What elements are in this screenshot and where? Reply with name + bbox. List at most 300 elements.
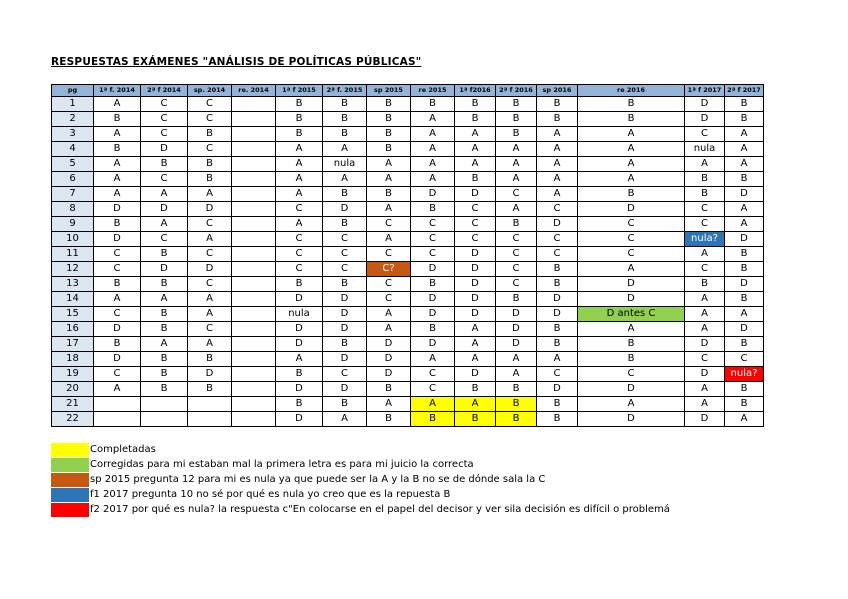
answer-cell[interactable]: D bbox=[455, 187, 496, 202]
answer-cell[interactable]: D bbox=[94, 232, 141, 247]
answer-cell[interactable]: D bbox=[578, 277, 685, 292]
answer-cell[interactable]: A bbox=[323, 412, 367, 427]
answer-cell[interactable]: C bbox=[141, 112, 188, 127]
answer-cell[interactable]: A bbox=[94, 172, 141, 187]
answer-cell[interactable]: B bbox=[455, 382, 496, 397]
answer-cell[interactable]: C bbox=[323, 262, 367, 277]
answer-cell[interactable]: B bbox=[537, 112, 578, 127]
answer-cell[interactable]: B bbox=[367, 187, 411, 202]
question-number-cell[interactable]: 21 bbox=[52, 397, 94, 412]
answer-cell[interactable]: B bbox=[276, 127, 323, 142]
answer-cell[interactable]: A bbox=[725, 127, 764, 142]
answer-cell[interactable]: A bbox=[578, 127, 685, 142]
answer-cell[interactable]: A bbox=[725, 412, 764, 427]
answer-cell[interactable]: B bbox=[411, 412, 455, 427]
answer-cell[interactable]: D bbox=[725, 277, 764, 292]
answer-cell[interactable]: B bbox=[578, 337, 685, 352]
answer-cell[interactable]: A bbox=[496, 172, 537, 187]
answer-cell[interactable]: D bbox=[276, 292, 323, 307]
answer-cell[interactable]: C bbox=[578, 367, 685, 382]
answer-cell[interactable]: B bbox=[323, 112, 367, 127]
answer-cell[interactable]: C bbox=[455, 217, 496, 232]
answer-cell[interactable]: A bbox=[578, 322, 685, 337]
answer-cell[interactable]: B bbox=[537, 97, 578, 112]
answer-cell[interactable]: A bbox=[141, 337, 188, 352]
answer-cell[interactable]: A bbox=[94, 97, 141, 112]
question-number-cell[interactable]: 15 bbox=[52, 307, 94, 322]
answer-cell[interactable]: B bbox=[411, 202, 455, 217]
answer-cell[interactable]: D bbox=[578, 202, 685, 217]
answer-cell[interactable]: A bbox=[367, 232, 411, 247]
answer-cell[interactable]: C bbox=[685, 352, 725, 367]
answer-cell[interactable]: D bbox=[94, 352, 141, 367]
answer-cell[interactable]: B bbox=[496, 127, 537, 142]
answer-cell[interactable]: C bbox=[537, 247, 578, 262]
answer-cell[interactable] bbox=[94, 412, 141, 427]
answer-cell[interactable]: B bbox=[94, 277, 141, 292]
answer-cell[interactable]: D bbox=[141, 142, 188, 157]
answer-cell[interactable] bbox=[232, 127, 276, 142]
answer-cell[interactable]: C bbox=[496, 187, 537, 202]
answer-cell[interactable]: A bbox=[496, 157, 537, 172]
answer-cell[interactable]: B bbox=[496, 382, 537, 397]
answer-cell[interactable]: D bbox=[537, 217, 578, 232]
answer-cell[interactable]: A bbox=[411, 172, 455, 187]
answer-cell[interactable]: A bbox=[367, 322, 411, 337]
answer-cell[interactable]: C bbox=[411, 367, 455, 382]
answer-cell[interactable]: D antes C bbox=[578, 307, 685, 322]
answer-cell[interactable]: nula bbox=[323, 157, 367, 172]
answer-cell[interactable]: B bbox=[537, 337, 578, 352]
answer-cell[interactable]: C bbox=[455, 202, 496, 217]
answer-cell[interactable]: A bbox=[323, 142, 367, 157]
answer-cell[interactable]: B bbox=[94, 142, 141, 157]
answer-cell[interactable]: B bbox=[685, 277, 725, 292]
answer-cell[interactable]: A bbox=[367, 202, 411, 217]
answer-cell[interactable] bbox=[232, 262, 276, 277]
answer-cell[interactable]: A bbox=[725, 157, 764, 172]
answer-cell[interactable]: A bbox=[537, 187, 578, 202]
answer-cell[interactable]: A bbox=[188, 307, 232, 322]
answer-cell[interactable]: A bbox=[411, 142, 455, 157]
answer-cell[interactable]: A bbox=[411, 352, 455, 367]
answer-cell[interactable]: C bbox=[188, 112, 232, 127]
answer-cell[interactable] bbox=[94, 397, 141, 412]
answer-cell[interactable]: D bbox=[276, 382, 323, 397]
answer-cell[interactable]: A bbox=[578, 157, 685, 172]
answer-cell[interactable]: B bbox=[141, 307, 188, 322]
answer-cell[interactable]: B bbox=[188, 352, 232, 367]
answer-cell[interactable]: D bbox=[94, 322, 141, 337]
answer-cell[interactable]: D bbox=[455, 262, 496, 277]
answer-cell[interactable]: B bbox=[141, 322, 188, 337]
answer-cell[interactable]: B bbox=[578, 97, 685, 112]
answer-cell[interactable]: C bbox=[188, 277, 232, 292]
answer-cell[interactable]: B bbox=[141, 277, 188, 292]
answer-cell[interactable]: A bbox=[725, 217, 764, 232]
answer-cell[interactable]: C bbox=[685, 262, 725, 277]
answer-cell[interactable]: B bbox=[496, 412, 537, 427]
answer-cell[interactable]: B bbox=[725, 292, 764, 307]
question-number-cell[interactable]: 3 bbox=[52, 127, 94, 142]
answer-cell[interactable]: A bbox=[94, 382, 141, 397]
answer-cell[interactable]: A bbox=[323, 172, 367, 187]
answer-cell[interactable]: B bbox=[323, 277, 367, 292]
answer-cell[interactable]: D bbox=[367, 337, 411, 352]
answer-cell[interactable]: C bbox=[323, 367, 367, 382]
answer-cell[interactable]: A bbox=[725, 202, 764, 217]
answer-cell[interactable] bbox=[232, 112, 276, 127]
answer-cell[interactable]: A bbox=[276, 217, 323, 232]
answer-cell[interactable]: C bbox=[578, 217, 685, 232]
answer-cell[interactable]: D bbox=[323, 382, 367, 397]
answer-cell[interactable]: B bbox=[496, 397, 537, 412]
answer-cell[interactable]: C bbox=[276, 202, 323, 217]
answer-cell[interactable]: C bbox=[141, 127, 188, 142]
answer-cell[interactable]: B bbox=[141, 382, 188, 397]
answer-cell[interactable]: B bbox=[367, 142, 411, 157]
answer-cell[interactable] bbox=[232, 322, 276, 337]
answer-cell[interactable]: B bbox=[367, 382, 411, 397]
answer-cell[interactable]: D bbox=[455, 247, 496, 262]
answer-cell[interactable]: D bbox=[496, 337, 537, 352]
answer-cell[interactable]: A bbox=[685, 322, 725, 337]
answer-cell[interactable]: B bbox=[367, 412, 411, 427]
answer-cell[interactable]: B bbox=[276, 397, 323, 412]
answer-cell[interactable]: A bbox=[188, 187, 232, 202]
answer-cell[interactable] bbox=[232, 397, 276, 412]
answer-cell[interactable]: A bbox=[276, 352, 323, 367]
answer-cell[interactable]: B bbox=[578, 352, 685, 367]
answer-cell[interactable]: A bbox=[725, 142, 764, 157]
answer-cell[interactable]: A bbox=[685, 397, 725, 412]
answer-cell[interactable]: B bbox=[411, 97, 455, 112]
answer-cell[interactable]: C bbox=[94, 247, 141, 262]
question-number-cell[interactable]: 5 bbox=[52, 157, 94, 172]
question-number-cell[interactable]: 12 bbox=[52, 262, 94, 277]
answer-cell[interactable]: C bbox=[411, 247, 455, 262]
answer-cell[interactable]: D bbox=[685, 112, 725, 127]
answer-cell[interactable]: C bbox=[685, 127, 725, 142]
answer-cell[interactable]: C bbox=[537, 232, 578, 247]
answer-cell[interactable]: D bbox=[455, 292, 496, 307]
answer-cell[interactable]: B bbox=[578, 112, 685, 127]
answer-cell[interactable]: B bbox=[276, 277, 323, 292]
question-number-cell[interactable]: 2 bbox=[52, 112, 94, 127]
answer-cell[interactable]: C bbox=[367, 292, 411, 307]
answer-cell[interactable]: B bbox=[188, 172, 232, 187]
answer-cell[interactable] bbox=[188, 412, 232, 427]
answer-cell[interactable] bbox=[141, 412, 188, 427]
answer-cell[interactable]: A bbox=[455, 127, 496, 142]
answer-cell[interactable]: A bbox=[367, 307, 411, 322]
answer-cell[interactable]: C bbox=[141, 232, 188, 247]
answer-cell[interactable]: D bbox=[276, 412, 323, 427]
answer-cell[interactable]: B bbox=[725, 112, 764, 127]
answer-cell[interactable]: C? bbox=[367, 262, 411, 277]
answer-cell[interactable]: C bbox=[94, 307, 141, 322]
answer-cell[interactable]: A bbox=[141, 217, 188, 232]
answer-cell[interactable]: A bbox=[578, 172, 685, 187]
answer-cell[interactable]: C bbox=[496, 232, 537, 247]
answer-cell[interactable]: B bbox=[455, 172, 496, 187]
answer-cell[interactable] bbox=[141, 397, 188, 412]
answer-cell[interactable]: B bbox=[411, 277, 455, 292]
answer-cell[interactable]: C bbox=[323, 232, 367, 247]
answer-cell[interactable]: B bbox=[455, 412, 496, 427]
answer-cell[interactable]: A bbox=[685, 382, 725, 397]
answer-cell[interactable]: B bbox=[537, 412, 578, 427]
question-number-cell[interactable]: 22 bbox=[52, 412, 94, 427]
answer-cell[interactable]: B bbox=[367, 112, 411, 127]
answer-cell[interactable]: B bbox=[188, 382, 232, 397]
answer-cell[interactable]: C bbox=[276, 232, 323, 247]
answer-cell[interactable]: D bbox=[496, 322, 537, 337]
answer-cell[interactable]: nula bbox=[276, 307, 323, 322]
answer-cell[interactable] bbox=[232, 142, 276, 157]
answer-cell[interactable]: A bbox=[455, 352, 496, 367]
answer-cell[interactable]: C bbox=[496, 277, 537, 292]
answer-cell[interactable]: A bbox=[537, 157, 578, 172]
answer-cell[interactable] bbox=[232, 307, 276, 322]
question-number-cell[interactable]: 10 bbox=[52, 232, 94, 247]
answer-cell[interactable]: D bbox=[537, 382, 578, 397]
answer-cell[interactable]: A bbox=[94, 292, 141, 307]
answer-cell[interactable]: B bbox=[725, 97, 764, 112]
answer-cell[interactable]: C bbox=[496, 247, 537, 262]
answer-cell[interactable] bbox=[232, 232, 276, 247]
answer-cell[interactable]: B bbox=[188, 127, 232, 142]
answer-cell[interactable]: D bbox=[496, 307, 537, 322]
answer-cell[interactable]: D bbox=[323, 322, 367, 337]
answer-cell[interactable] bbox=[232, 217, 276, 232]
question-number-cell[interactable]: 1 bbox=[52, 97, 94, 112]
answer-cell[interactable]: B bbox=[323, 127, 367, 142]
answer-cell[interactable]: A bbox=[411, 112, 455, 127]
answer-cell[interactable]: D bbox=[455, 367, 496, 382]
answer-cell[interactable]: B bbox=[496, 112, 537, 127]
answer-cell[interactable]: D bbox=[537, 292, 578, 307]
answer-cell[interactable]: A bbox=[537, 142, 578, 157]
answer-cell[interactable]: A bbox=[578, 142, 685, 157]
answer-cell[interactable]: B bbox=[578, 187, 685, 202]
answer-cell[interactable]: A bbox=[188, 232, 232, 247]
answer-cell[interactable]: B bbox=[537, 262, 578, 277]
answer-cell[interactable]: D bbox=[276, 337, 323, 352]
answer-cell[interactable]: B bbox=[323, 97, 367, 112]
answer-cell[interactable]: A bbox=[141, 292, 188, 307]
question-number-cell[interactable]: 4 bbox=[52, 142, 94, 157]
answer-cell[interactable] bbox=[232, 97, 276, 112]
answer-cell[interactable]: B bbox=[725, 397, 764, 412]
answer-cell[interactable]: nula? bbox=[725, 367, 764, 382]
answer-cell[interactable] bbox=[232, 277, 276, 292]
answer-cell[interactable]: C bbox=[188, 97, 232, 112]
answer-cell[interactable]: B bbox=[188, 157, 232, 172]
answer-cell[interactable]: D bbox=[685, 412, 725, 427]
answer-cell[interactable]: B bbox=[276, 367, 323, 382]
answer-cell[interactable]: D bbox=[725, 232, 764, 247]
answer-cell[interactable]: C bbox=[367, 247, 411, 262]
answer-cell[interactable]: A bbox=[276, 142, 323, 157]
answer-cell[interactable]: C bbox=[411, 232, 455, 247]
answer-cell[interactable]: B bbox=[496, 97, 537, 112]
answer-cell[interactable]: B bbox=[141, 247, 188, 262]
answer-cell[interactable]: D bbox=[367, 367, 411, 382]
answer-cell[interactable]: D bbox=[323, 307, 367, 322]
answer-cell[interactable]: C bbox=[94, 367, 141, 382]
answer-cell[interactable]: C bbox=[496, 262, 537, 277]
answer-cell[interactable]: D bbox=[685, 367, 725, 382]
answer-cell[interactable]: D bbox=[141, 202, 188, 217]
answer-cell[interactable]: B bbox=[323, 217, 367, 232]
answer-cell[interactable]: D bbox=[685, 97, 725, 112]
answer-cell[interactable]: B bbox=[537, 322, 578, 337]
answer-cell[interactable]: C bbox=[141, 172, 188, 187]
answer-cell[interactable]: A bbox=[537, 172, 578, 187]
answer-cell[interactable]: A bbox=[496, 367, 537, 382]
answer-cell[interactable]: C bbox=[725, 352, 764, 367]
answer-cell[interactable]: A bbox=[725, 307, 764, 322]
answer-cell[interactable]: C bbox=[94, 262, 141, 277]
answer-cell[interactable]: A bbox=[94, 187, 141, 202]
answer-cell[interactable]: A bbox=[537, 127, 578, 142]
answer-cell[interactable]: B bbox=[94, 112, 141, 127]
answer-cell[interactable]: A bbox=[455, 322, 496, 337]
answer-cell[interactable]: A bbox=[455, 337, 496, 352]
answer-cell[interactable]: A bbox=[367, 397, 411, 412]
answer-cell[interactable]: C bbox=[188, 217, 232, 232]
answer-cell[interactable]: A bbox=[496, 142, 537, 157]
answer-cell[interactable]: C bbox=[367, 277, 411, 292]
answer-cell[interactable]: D bbox=[141, 262, 188, 277]
answer-cell[interactable]: D bbox=[455, 277, 496, 292]
question-number-cell[interactable]: 7 bbox=[52, 187, 94, 202]
question-number-cell[interactable]: 6 bbox=[52, 172, 94, 187]
answer-cell[interactable]: B bbox=[367, 127, 411, 142]
answer-cell[interactable] bbox=[232, 202, 276, 217]
answer-cell[interactable]: A bbox=[537, 352, 578, 367]
question-number-cell[interactable]: 14 bbox=[52, 292, 94, 307]
answer-cell[interactable]: B bbox=[537, 397, 578, 412]
answer-cell[interactable] bbox=[232, 172, 276, 187]
answer-cell[interactable]: C bbox=[537, 202, 578, 217]
answer-cell[interactable]: B bbox=[141, 352, 188, 367]
answer-cell[interactable]: D bbox=[411, 187, 455, 202]
answer-cell[interactable]: D bbox=[685, 337, 725, 352]
answer-cell[interactable]: D bbox=[537, 307, 578, 322]
answer-cell[interactable]: A bbox=[496, 202, 537, 217]
answer-cell[interactable]: D bbox=[188, 262, 232, 277]
answer-cell[interactable]: B bbox=[411, 322, 455, 337]
answer-cell[interactable]: B bbox=[323, 397, 367, 412]
answer-cell[interactable]: D bbox=[188, 202, 232, 217]
answer-cell[interactable]: D bbox=[411, 292, 455, 307]
answer-cell[interactable]: D bbox=[94, 202, 141, 217]
answer-cell[interactable]: A bbox=[367, 172, 411, 187]
answer-cell[interactable]: D bbox=[411, 262, 455, 277]
answer-cell[interactable]: D bbox=[411, 307, 455, 322]
answer-cell[interactable]: A bbox=[276, 157, 323, 172]
answer-cell[interactable]: A bbox=[188, 337, 232, 352]
answer-cell[interactable]: A bbox=[455, 142, 496, 157]
answer-cell[interactable]: A bbox=[496, 352, 537, 367]
answer-cell[interactable]: A bbox=[685, 307, 725, 322]
answer-cell[interactable]: B bbox=[685, 187, 725, 202]
answer-cell[interactable]: C bbox=[685, 202, 725, 217]
question-number-cell[interactable]: 9 bbox=[52, 217, 94, 232]
answer-cell[interactable]: C bbox=[411, 382, 455, 397]
answer-cell[interactable] bbox=[232, 187, 276, 202]
question-number-cell[interactable]: 20 bbox=[52, 382, 94, 397]
answer-cell[interactable]: D bbox=[578, 382, 685, 397]
answer-cell[interactable] bbox=[232, 247, 276, 262]
answer-cell[interactable]: A bbox=[685, 157, 725, 172]
answer-cell[interactable]: C bbox=[367, 217, 411, 232]
answer-cell[interactable]: A bbox=[276, 187, 323, 202]
question-number-cell[interactable]: 11 bbox=[52, 247, 94, 262]
answer-cell[interactable]: C bbox=[537, 367, 578, 382]
answer-cell[interactable]: B bbox=[496, 292, 537, 307]
answer-cell[interactable]: B bbox=[725, 262, 764, 277]
answer-cell[interactable] bbox=[232, 367, 276, 382]
answer-cell[interactable] bbox=[232, 412, 276, 427]
answer-cell[interactable] bbox=[232, 337, 276, 352]
answer-cell[interactable]: B bbox=[725, 247, 764, 262]
question-number-cell[interactable]: 13 bbox=[52, 277, 94, 292]
answer-cell[interactable]: A bbox=[685, 247, 725, 262]
answer-cell[interactable]: D bbox=[411, 337, 455, 352]
answer-cell[interactable]: D bbox=[725, 322, 764, 337]
answer-cell[interactable]: C bbox=[188, 322, 232, 337]
answer-cell[interactable]: B bbox=[685, 172, 725, 187]
answer-cell[interactable]: C bbox=[455, 232, 496, 247]
answer-cell[interactable]: D bbox=[188, 367, 232, 382]
answer-cell[interactable]: D bbox=[323, 202, 367, 217]
question-number-cell[interactable]: 19 bbox=[52, 367, 94, 382]
answer-cell[interactable]: B bbox=[725, 172, 764, 187]
answer-cell[interactable]: A bbox=[94, 127, 141, 142]
question-number-cell[interactable]: 16 bbox=[52, 322, 94, 337]
answer-cell[interactable] bbox=[232, 157, 276, 172]
answer-cell[interactable]: C bbox=[685, 217, 725, 232]
answer-cell[interactable] bbox=[232, 352, 276, 367]
answer-cell[interactable]: A bbox=[367, 157, 411, 172]
answer-cell[interactable]: B bbox=[276, 112, 323, 127]
answer-cell[interactable] bbox=[232, 292, 276, 307]
answer-cell[interactable]: B bbox=[455, 97, 496, 112]
answer-cell[interactable]: A bbox=[455, 157, 496, 172]
question-number-cell[interactable]: 8 bbox=[52, 202, 94, 217]
question-number-cell[interactable]: 17 bbox=[52, 337, 94, 352]
answer-cell[interactable]: B bbox=[94, 217, 141, 232]
answer-cell[interactable]: D bbox=[276, 322, 323, 337]
answer-cell[interactable]: nula bbox=[685, 142, 725, 157]
answer-cell[interactable]: D bbox=[725, 187, 764, 202]
answer-cell[interactable]: A bbox=[411, 157, 455, 172]
answer-cell[interactable]: nula? bbox=[685, 232, 725, 247]
answer-cell[interactable]: C bbox=[141, 97, 188, 112]
answer-cell[interactable]: D bbox=[578, 292, 685, 307]
answer-cell[interactable]: C bbox=[276, 262, 323, 277]
answer-cell[interactable]: B bbox=[141, 367, 188, 382]
answer-cell[interactable]: D bbox=[323, 352, 367, 367]
answer-cell[interactable]: B bbox=[725, 382, 764, 397]
answer-cell[interactable]: A bbox=[94, 157, 141, 172]
answer-cell[interactable]: A bbox=[578, 397, 685, 412]
answer-cell[interactable]: B bbox=[537, 277, 578, 292]
answer-cell[interactable]: A bbox=[141, 187, 188, 202]
